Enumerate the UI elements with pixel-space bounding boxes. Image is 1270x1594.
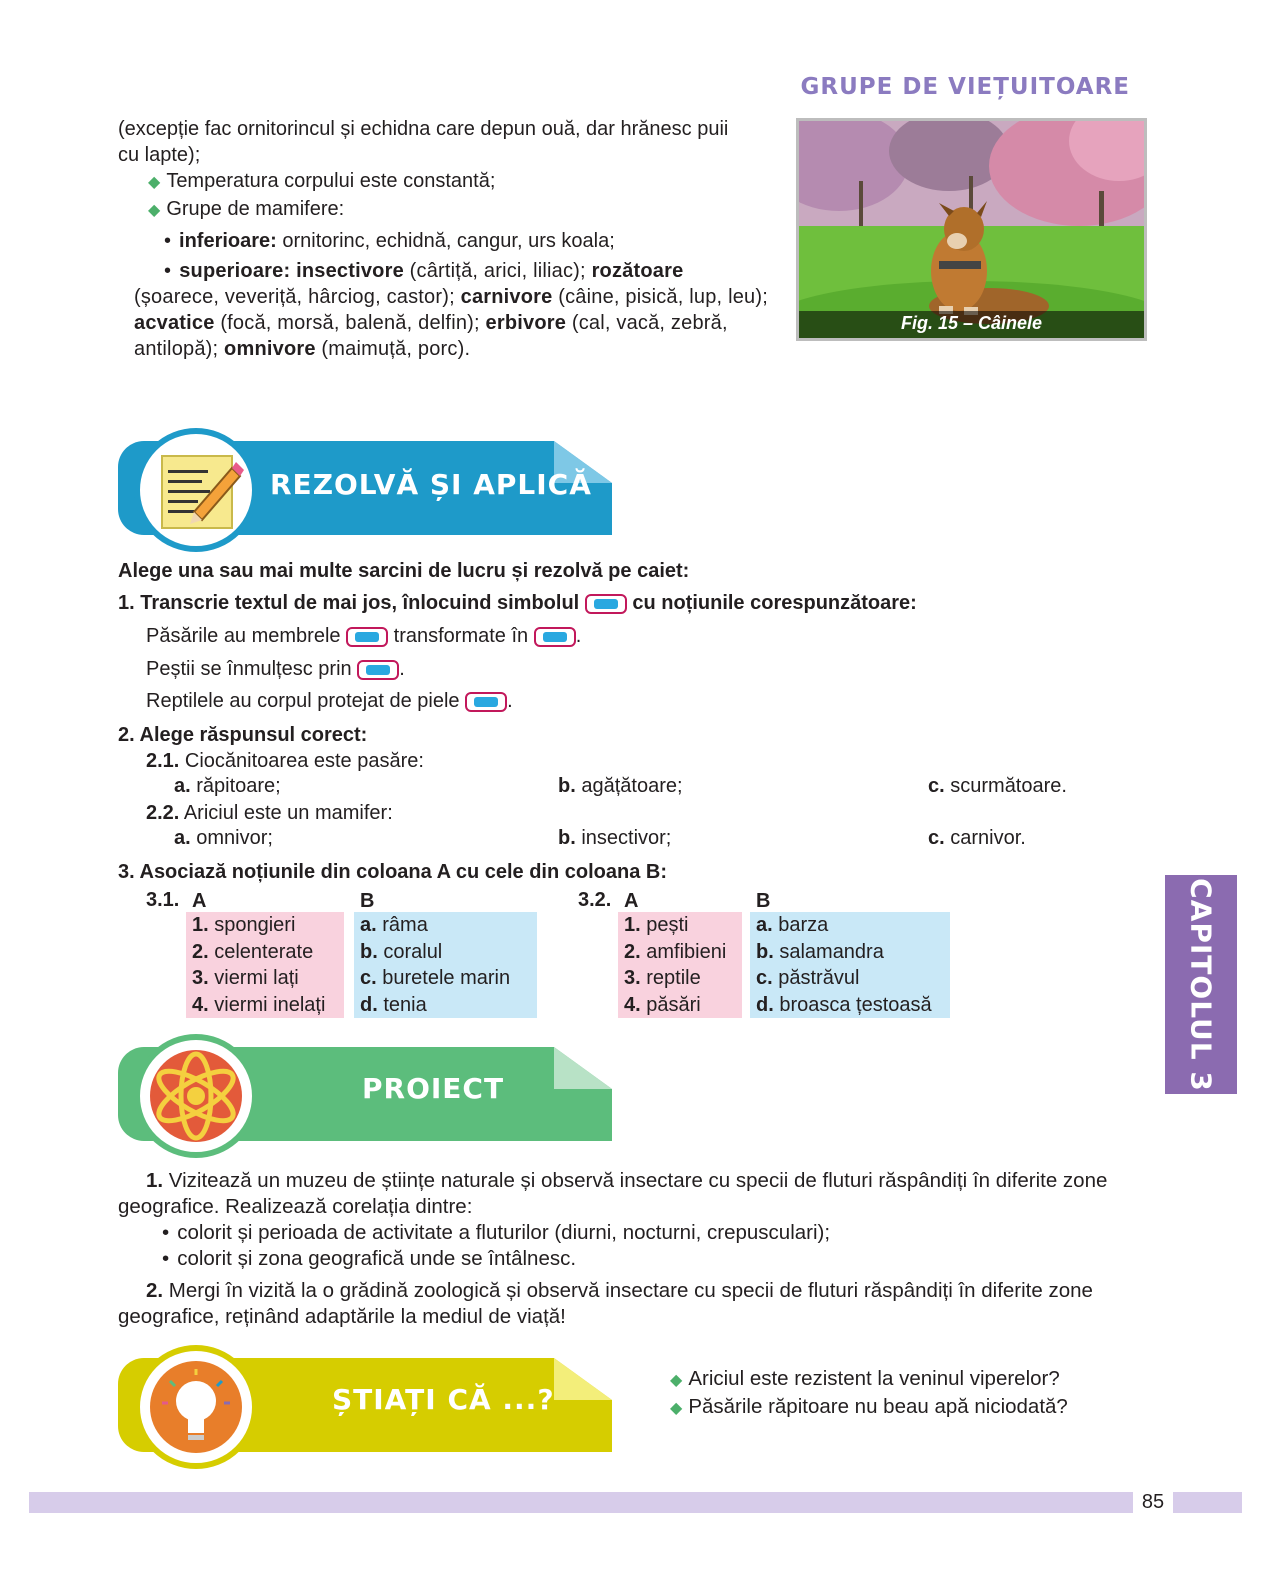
footer-bar (29, 1492, 1242, 1513)
banner-icon-circle (134, 428, 258, 552)
list-item: • colorit și perioada de activitate a fluturilor (diurni, nocturni, crepusculari); (162, 1221, 831, 1244)
task-2-title: 2. Alege răspunsul corect: (118, 724, 368, 746)
list-item: 3. viermi lați (192, 967, 299, 989)
blank-symbol-icon (534, 627, 576, 647)
option-b: b. insectivor; (558, 827, 672, 849)
matching-3-2-number: 3.2. (578, 889, 612, 911)
chapter-label: CAPITOLUL 3 (1184, 877, 1218, 1092)
option-c: c. carnivor. (928, 827, 1026, 849)
list-item-inferior: • inferioare: ornitorinc, echidnă, cangur, urs koala; (164, 230, 615, 252)
list-item: c. păstrăvul (756, 967, 860, 989)
list-item: 4. viermi inelați (192, 993, 326, 1016)
list-item: 1. pești (624, 914, 689, 936)
page-number: 85 (1133, 1488, 1173, 1516)
question-2-1: 2.1. Ciocănitoarea este pasăre: (146, 750, 424, 772)
intro-line: (excepție fac ornitorincul și echidna care depun ouă, dar hrănesc puii (118, 118, 729, 140)
intro-line: cu lapte); (118, 144, 201, 166)
matching-3-1-column-b (354, 912, 537, 1018)
list-item: c. buretele marin (360, 967, 511, 989)
page-curl-fold (554, 1047, 612, 1089)
figure-caption: Fig. 15 – Câinele (900, 313, 1043, 333)
running-head: GRUPE DE VIEȚUITOARE (800, 74, 1130, 100)
facts-list (670, 1366, 1068, 1422)
notepad-pencil-icon (140, 434, 252, 546)
list-item: a. râma (360, 914, 428, 936)
dog-photo (796, 118, 1147, 341)
blank-symbol-icon (585, 594, 627, 614)
list-item: 2. celenterate (192, 940, 314, 963)
diamond-bullet-icon: ◆ (670, 1372, 683, 1389)
option-c: c. scurmătoare. (928, 775, 1067, 797)
list-item: b. salamandra (756, 940, 884, 963)
option-a: a. omnivor; (174, 827, 273, 849)
project-line: geografice, reținând adaptările la mediul de viață! (118, 1305, 566, 1328)
project-item-2: 2. Mergi în vizită la o grădină zoologică și observă insectare cu specii de fluturi răspândiți în diferite zone (146, 1279, 1093, 1302)
tasks-intro: Alege una sau mai multe sarcini de lucru și rezolvă pe caiet: (118, 560, 690, 582)
list-item: 2. amfibieni (624, 940, 727, 963)
blank-symbol-icon (346, 627, 388, 647)
diamond-bullet-icon: ◆ (148, 174, 161, 191)
banner-title-stiati: ȘTIAȚI CĂ ...? (332, 1383, 555, 1416)
list-item: a. barza (756, 914, 829, 936)
bullet-icon: • (162, 1247, 170, 1270)
diamond-bullet-icon: ◆ (148, 202, 161, 219)
column-b-header: B (360, 890, 375, 912)
question-2-2: 2.2. Ariciul este un mamifer: (146, 802, 393, 824)
list-item: • colorit și zona geografică unde se întâlnesc. (162, 1247, 577, 1270)
blank-symbol-icon (357, 660, 399, 680)
project-line: geografice. Realizează corelația dintre: (118, 1195, 473, 1218)
column-a-header: A (624, 890, 639, 912)
list-item: ◆ Grupe de mamifere: (148, 198, 345, 220)
task-1-title: 1. Transcrie textul de mai jos, înlocuind simbolul cu noțiunile corespunzătoare: (118, 592, 917, 614)
fact-item: ◆ Păsările răpitoare nu beau apă niciodată? (670, 1395, 1068, 1418)
task-1-sentence: Reptilele au corpul protejat de piele . (146, 690, 513, 712)
option-a: a. răpitoare; (174, 775, 281, 797)
lightbulb-icon (140, 1351, 252, 1463)
list-item: 4. păsări (624, 993, 701, 1016)
banner-title-rezolva: REZOLVĂ ȘI APLICĂ (270, 468, 592, 501)
intro-text (118, 116, 768, 362)
banner-icon-circle (134, 1034, 258, 1158)
chapter-tab (1165, 875, 1237, 1094)
task-3-title: 3. Asociază noțiunile din coloana A cu cele din coloana B: (118, 861, 667, 883)
project-text (118, 1168, 1148, 1330)
option-b: b. agățătoare; (558, 775, 683, 797)
banner-icon-circle (134, 1345, 258, 1469)
blank-symbol-icon (465, 692, 507, 712)
fact-item: ◆ Ariciul este rezistent la veninul viperelor? (670, 1367, 1060, 1390)
diamond-bullet-icon: ◆ (670, 1400, 683, 1417)
bullet-icon: • (164, 230, 172, 252)
list-item: d. broasca țestoasă (756, 993, 932, 1016)
task-1-sentence: Peștii se înmulțesc prin . (146, 658, 405, 680)
project-item-1: 1. Vizitează un muzeu de științe naturale și observă insectare cu specii de fluturi răspândiți în diferite zone (146, 1169, 1108, 1192)
task-1-sentence: Păsările au membrele transformate în . (146, 625, 582, 647)
list-item: b. coralul (360, 940, 443, 963)
column-a-header: A (192, 890, 207, 912)
atom-icon (140, 1040, 252, 1152)
list-item-superior: • superioare: insectivore (cârtiță, arici, liliac); rozătoare (șoarece, veveriță, hârciog, castor); carnivore (câine, pisică, lup, leu); acvatice (focă, morsă, balenă, delfin); erbivore (cal, vacă, zebră, antilopă); omnivore (maimuță, porc). (134, 260, 768, 360)
list-item: 3. reptile (624, 967, 701, 989)
banner-title-proiect: PROIECT (362, 1072, 505, 1105)
dog-illustration (799, 121, 1144, 338)
bullet-icon: • (164, 260, 172, 282)
bullet-icon: • (162, 1221, 170, 1244)
matching-3-2-column-a (618, 912, 742, 1018)
matching-3-2-column-b (750, 912, 950, 1018)
list-item: d. tenia (360, 993, 427, 1016)
matching-3-1-number: 3.1. (146, 889, 180, 911)
list-item: ◆ Temperatura corpului este constantă; (148, 170, 496, 192)
list-item: 1. spongieri (192, 914, 296, 936)
column-b-header: B (756, 890, 771, 912)
page-curl-fold (554, 1358, 612, 1400)
matching-3-1-column-a (186, 912, 344, 1018)
